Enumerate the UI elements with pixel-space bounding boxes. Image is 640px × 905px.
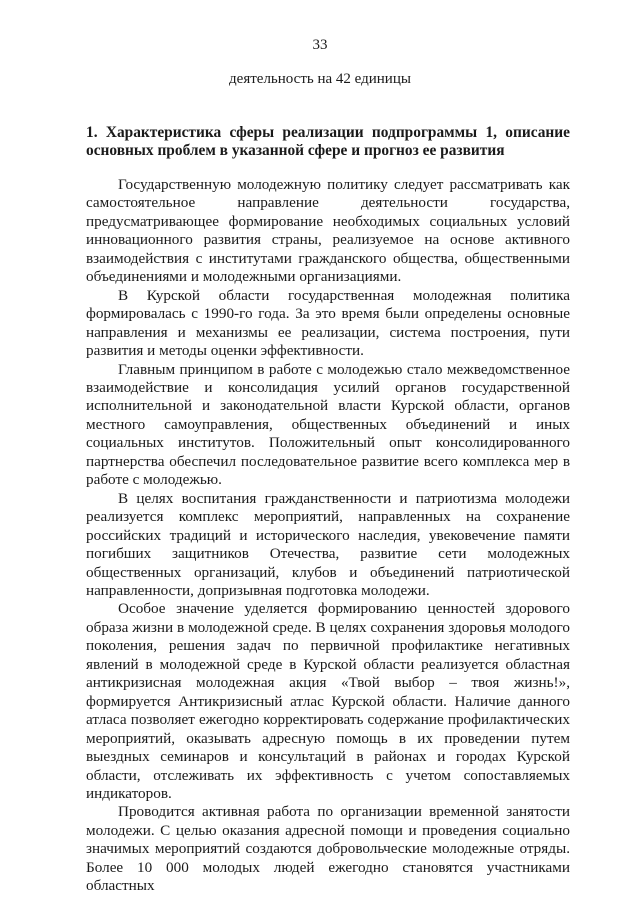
section-heading: 1. Характеристика сферы реализации подпрограммы 1, описание основных проблем в указанной сфере и прогноз ее развития: [86, 124, 570, 159]
paragraph: В Курской области государственная молодежная политика формировалась с 1990-го года. За это время были определены основные направления и механизмы ее реализации, система построения, пути развития и методы оценки эффективности.: [86, 286, 570, 360]
paragraph: Особое значение уделяется формированию ценностей здорового образа жизни в молодежной среде. В целях сохранения здоровья молодого поколения, решения задач по первичной профилактике негативных явлений в молодежной среде в Курской области реализуется областная антикризисная молодежная акция «Твой выбор – твоя жизнь!», формируется Антикризисный атлас Курской области. Наличие данного атласа позволяет ежегодно корректировать содержание профилактических мероприятий, оказывать адресную помощь в их проведении путем выездных семинаров и консультаций в районах и городах Курской области, отслеживать их эффективность с учетом сопоставляемых индикаторов.: [86, 600, 570, 802]
continuation-line: деятельность на 42 единицы: [229, 71, 411, 87]
paragraph: В целях воспитания гражданственности и патриотизма молодежи реализуется комплекс мероприятий, направленных на сохранение российских традиций и исторического наследия, увековечение памяти погибших защитников Отечества, развитие сети молодежных общественных организаций, клубов и объединений патриотической направленности, допризывная подготовка молодежи.: [86, 489, 570, 599]
paragraph: Государственную молодежную политику следует рассматривать как самостоятельное направление деятельности государства, предусматривающее формирование необходимых социальных условий инновационного развития страны, реализуемое на основе активного взаимодействия с институтами гражданского общества, общественными объединениями и молодежными организациями.: [86, 176, 570, 286]
page-number: 33: [312, 37, 328, 53]
paragraph: Главным принципом в работе с молодежью стало межведомственное взаимодействие и консолидация усилий органов государственной исполнительной и законодательной власти Курской области, органов местного самоуправления, общественных объединений и иных социальных институтов. Положительный опыт консолидированного партнерства обеспечил последовательное развитие всего комплекса мер в работе с молодежью.: [86, 360, 570, 489]
paragraph: Проводится активная работа по организации временной занятости молодежи. С целью оказания адресной помощи и проведения социально значимых мероприятий создаются добровольческие молодежные отряды. Более 10 000 молодых людей ежегодно становятся участниками областных: [86, 803, 570, 895]
body-text: [86, 176, 570, 896]
